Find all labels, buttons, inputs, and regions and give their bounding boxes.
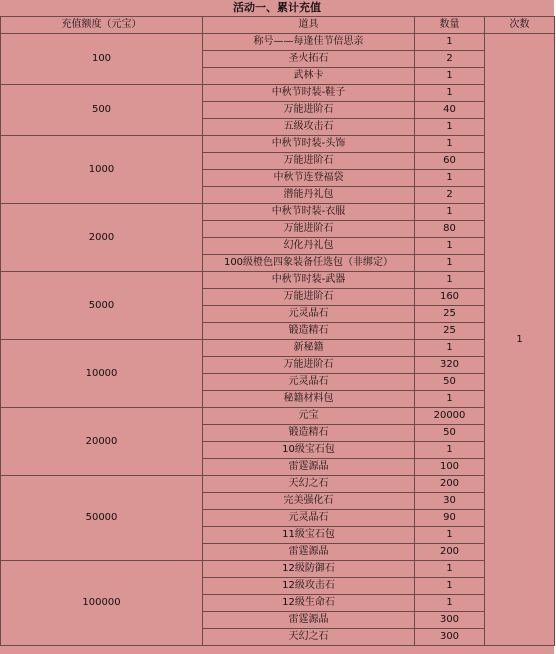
item-name: 圣火拓石 [203, 51, 415, 68]
item-name: 万能进阶石 [203, 102, 415, 119]
item-quantity: 100 [415, 459, 485, 476]
item-quantity: 200 [415, 476, 485, 493]
item-name: 中秋节时装-衣服 [203, 204, 415, 221]
item-quantity: 1 [415, 34, 485, 51]
tier-amount: 10000 [1, 340, 203, 408]
tier-amount: 50000 [1, 476, 203, 561]
item-name: 雷霆源晶 [203, 459, 415, 476]
item-name: 中秋节时装-鞋子 [203, 85, 415, 102]
header-row [1, 17, 555, 34]
table-row [1, 340, 555, 357]
item-name: 中秋节时装-武器 [203, 272, 415, 289]
item-quantity: 40 [415, 102, 485, 119]
item-quantity: 1 [415, 340, 485, 357]
item-name: 称号——每逢佳节倍思亲 [203, 34, 415, 51]
item-quantity: 20000 [415, 408, 485, 425]
item-quantity: 160 [415, 289, 485, 306]
item-name: 万能进阶石 [203, 289, 415, 306]
item-name: 元宝 [203, 408, 415, 425]
item-quantity: 2 [415, 51, 485, 68]
item-quantity: 1 [415, 119, 485, 136]
table-row [1, 136, 555, 153]
table-row [1, 272, 555, 289]
table-row [1, 561, 555, 578]
item-name: 中秋节时装-头饰 [203, 136, 415, 153]
item-quantity: 1 [415, 204, 485, 221]
item-quantity: 50 [415, 425, 485, 442]
item-quantity: 90 [415, 510, 485, 527]
item-name: 秘籍材料包 [203, 391, 415, 408]
table-row [1, 85, 555, 102]
item-name: 天幻之石 [203, 476, 415, 493]
table-row [1, 476, 555, 493]
item-name: 万能进阶石 [203, 357, 415, 374]
times-value: 1 [485, 34, 555, 646]
item-quantity: 80 [415, 221, 485, 238]
item-name: 元灵晶石 [203, 306, 415, 323]
table-body [1, 17, 555, 646]
item-name: 潜能丹礼包 [203, 187, 415, 204]
item-name: 11级宝石包 [203, 527, 415, 544]
item-name: 万能进阶石 [203, 153, 415, 170]
item-quantity: 1 [415, 238, 485, 255]
item-quantity: 1 [415, 136, 485, 153]
item-quantity: 60 [415, 153, 485, 170]
item-quantity: 1 [415, 391, 485, 408]
header-times: 次数 [485, 17, 555, 34]
tier-amount: 100 [1, 34, 203, 85]
item-quantity: 1 [415, 85, 485, 102]
tier-amount: 1000 [1, 136, 203, 204]
item-quantity: 300 [415, 612, 485, 629]
item-quantity: 1 [415, 68, 485, 85]
table-row [1, 408, 555, 425]
item-quantity: 300 [415, 629, 485, 646]
item-quantity: 1 [415, 255, 485, 272]
item-quantity: 1 [415, 272, 485, 289]
tier-amount: 100000 [1, 561, 203, 646]
item-name: 中秋节连登福袋 [203, 170, 415, 187]
item-name: 元灵晶石 [203, 374, 415, 391]
item-quantity: 200 [415, 544, 485, 561]
item-quantity: 1 [415, 527, 485, 544]
item-name: 天幻之石 [203, 629, 415, 646]
item-quantity: 1 [415, 170, 485, 187]
item-name: 新秘籍 [203, 340, 415, 357]
item-quantity: 25 [415, 306, 485, 323]
item-quantity: 1 [415, 442, 485, 459]
item-name: 雷霆源晶 [203, 612, 415, 629]
item-name: 锻造精石 [203, 425, 415, 442]
item-quantity: 1 [415, 595, 485, 612]
item-quantity: 25 [415, 323, 485, 340]
item-quantity: 1 [415, 578, 485, 595]
tier-amount: 5000 [1, 272, 203, 340]
item-quantity: 320 [415, 357, 485, 374]
item-name: 锻造精石 [203, 323, 415, 340]
item-name: 武林卡 [203, 68, 415, 85]
item-quantity: 2 [415, 187, 485, 204]
table-row [1, 34, 555, 51]
tier-amount: 500 [1, 85, 203, 136]
sheet-title: 活动一、累计充值 [0, 0, 554, 17]
item-name: 100级橙色四象装备任选包（非绑定） [203, 255, 415, 272]
item-quantity: 50 [415, 374, 485, 391]
item-name: 万能进阶石 [203, 221, 415, 238]
item-name: 五级攻击石 [203, 119, 415, 136]
item-name: 12级防御石 [203, 561, 415, 578]
header-qty: 数量 [415, 17, 485, 34]
item-name: 10级宝石包 [203, 442, 415, 459]
tier-amount: 2000 [1, 204, 203, 272]
item-name: 元灵晶石 [203, 510, 415, 527]
item-quantity: 30 [415, 493, 485, 510]
item-name: 雷霆源晶 [203, 544, 415, 561]
header-item: 道具 [203, 17, 415, 34]
table-row [1, 204, 555, 221]
tier-amount: 20000 [1, 408, 203, 476]
item-name: 完美强化石 [203, 493, 415, 510]
header-amount: 充值额度（元宝） [1, 17, 203, 34]
item-quantity: 1 [415, 561, 485, 578]
item-name: 幻化丹礼包 [203, 238, 415, 255]
recharge-table [0, 16, 555, 646]
item-name: 12级生命石 [203, 595, 415, 612]
item-name: 12级攻击石 [203, 578, 415, 595]
